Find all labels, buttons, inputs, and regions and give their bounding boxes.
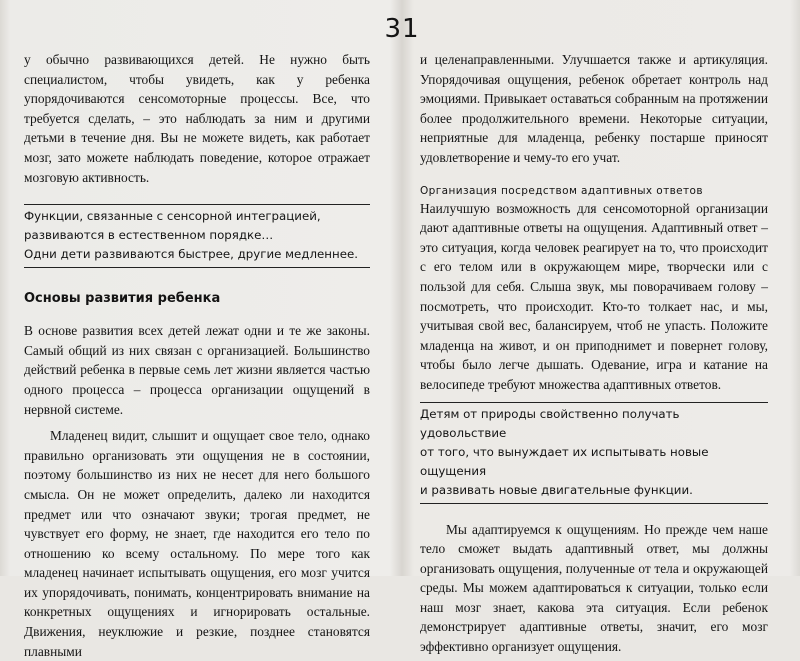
page-number: 31 — [384, 14, 420, 44]
left-callout-line-1: Функции, связанные с сенсорной интеграцией, — [24, 209, 321, 224]
right-paragraph-2: Наилучшую возможность для сенсомоторной организации дают адаптивные ответы на ощущения. Адаптивный ответ – это ситуация, когда человек реагирует на то, что происходит с его телом или в окружающем мире, творчески или с пользой для себя. Слыша звук, мы поворачиваем голову – посмотреть, что происходит. Кто-то толкает нас, и мы, учитывая свой вес, балансируем, чтоб не упасть. Положите младенца на живот, и он приподнимет и повернет голову, чтобы было легче дышать. Одевание, игра и катание на велосипеде требуют множества адаптивных ответов. — [420, 200, 768, 392]
right-callout — [420, 402, 768, 504]
right-paragraph-1: и целенаправленными. Улучшается также и артикуляция. Упорядочивая ощущения, ребенок обретает контроль над эмоциями. Привыкает оставаться собранным на протяжении более продолжительного времени. Некоторые ситуации, неприятные для младенца, ребенку постарше приносят удовлетворение и чему-то его учат. — [420, 52, 768, 165]
right-paragraph-3: Мы адаптируемся к ощущениям. Но прежде чем наше тело сможет выдать адаптивный ответ, мы должны организовать ощущения, полученные от тела и окружающей среды. Мы можем адаптироваться к ситуации, только если наш мозг знает, какова эта ситуация. Если ребенок демонстрирует адаптивные ответы, значит, его мозг эффективно организует ощущения. — [420, 521, 768, 655]
left-page-column — [24, 50, 370, 661]
right-callout-line-2: от того, что вынуждает их испытывать новые ощущения — [420, 444, 709, 478]
right-page-column — [420, 50, 768, 657]
left-callout-line-2: развиваются в естественном порядке… — [24, 228, 274, 243]
right-callout-line-3: и развивать новые двигательные функции. — [420, 482, 693, 497]
left-callout — [24, 204, 370, 268]
subsection-heading: Организация посредством адаптивных ответов — [420, 184, 703, 197]
right-callout-line-1: Детям от природы свойственно получать удовольствие — [420, 406, 680, 440]
left-callout-line-3: Одни дети развиваются быстрее, другие медленнее. — [24, 247, 358, 262]
section-heading: Основы развития ребенка — [24, 291, 221, 307]
left-paragraph-3: Младенец видит, слышит и ощущает свое тело, однако правильно организовать эти ощущения не в состоянии, поэтому большинство из них не несет для него большого смысла. Он не может определить, далеко ли находится предмет или что означают звуки; трогая предмет, не чувствует его форму, не знает, где находится его тело по отношению ко всему остальному. По мере того как младенец начинает испытывать ощущения, его мозг учится их упорядочивать, понимать, концентрировать внимание на конкретных ощущениях и игнорировать остальные. Движения, неуклюжие и резкие, позднее становятся плавными — [24, 428, 370, 659]
left-paragraph-1: у обычно развивающихся детей. Не нужно быть специалистом, чтобы увидеть, как у ребенка упорядочиваются сенсомоторные процессы. Все, что требуется сделать, – это наблюдать за ним и другими детьми в течение дня. Вы не можете видеть, как работает мозг, зато можете наблюдать поведение, которое отражает мозговую активность. — [24, 52, 370, 185]
left-paragraph-2: В основе развития всех детей лежат одни и те же законы. Самый общий из них связан с организацией. Большинство действий ребенка в первые семь лет жизни является частью одного процесса – процесса организации ощущений в нервной системе. — [24, 323, 370, 417]
